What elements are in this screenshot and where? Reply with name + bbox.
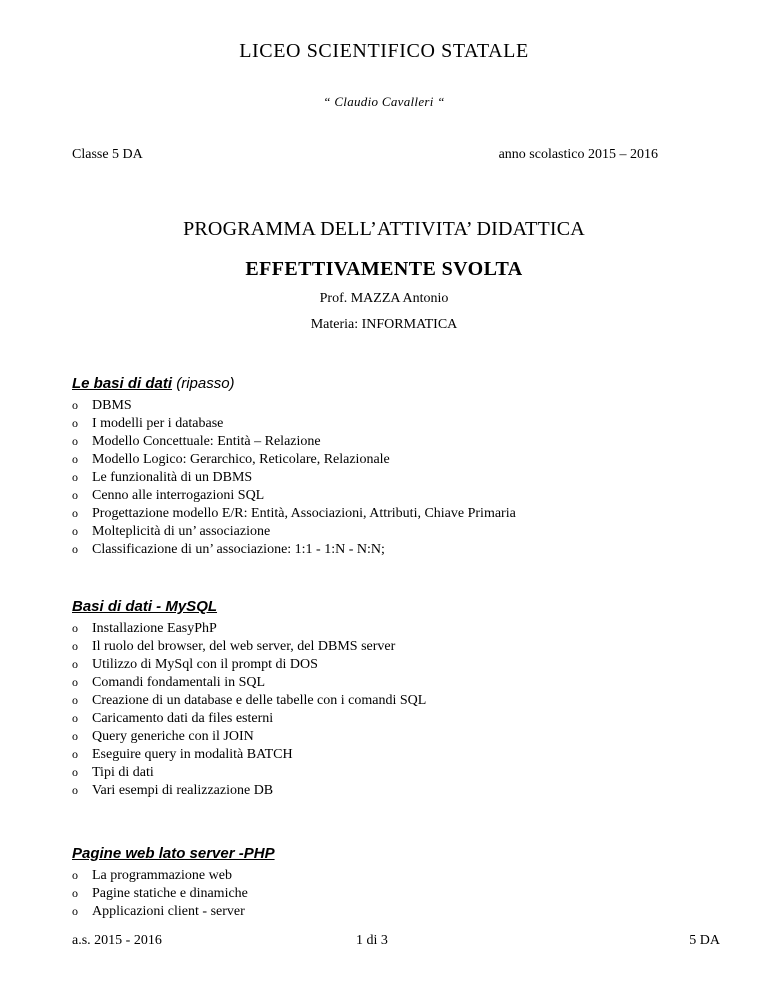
list-item: o Installazione EasyPhP — [72, 621, 217, 636]
list-item: o Query generiche con il JOIN — [72, 729, 254, 744]
list-item: o Classificazione di un’ associazione: 1:1 - 1:N - N:N; — [72, 542, 385, 557]
bullet-icon: o — [72, 434, 78, 448]
bullet-icon: o — [72, 765, 78, 779]
bullet-icon: o — [72, 868, 78, 882]
topic-list — [72, 866, 692, 920]
list-item: o Modello Concettuale: Entità – Relazione — [72, 434, 321, 449]
subject-name: Materia: INFORMATICA — [310, 317, 458, 332]
section-heading — [72, 598, 692, 615]
program-subtitle: EFFETTIVAMENTE SVOLTA — [245, 258, 523, 280]
school-year: anno scolastico 2015 – 2016 — [498, 147, 658, 162]
bullet-icon: o — [72, 488, 78, 502]
list-item: o Comandi fondamentali in SQL — [72, 675, 266, 690]
list-item: o I modelli per i database — [72, 416, 224, 431]
bullet-icon: o — [72, 886, 78, 900]
bullet-icon: o — [72, 621, 78, 635]
list-item: o Vari esempi di realizzazione DB — [72, 783, 274, 798]
bullet-icon: o — [72, 524, 78, 538]
list-item: o Progettazione modello E/R: Entità, Associazioni, Attributi, Chiave Primaria — [72, 506, 516, 521]
bullet-icon: o — [72, 470, 78, 484]
section-basi-di-dati — [72, 375, 692, 558]
list-item: o Eseguire query in modalità BATCH — [72, 747, 293, 762]
bullet-icon: o — [72, 452, 78, 466]
school-name: “ Claudio Cavalleri “ — [323, 94, 445, 109]
list-item: o Molteplicità di un’ associazione — [72, 524, 271, 539]
bullet-icon: o — [72, 675, 78, 689]
section-heading — [72, 375, 692, 392]
list-item: o La programmazione web — [72, 868, 232, 883]
list-item: o Modello Logico: Gerarchico, Reticolare, Relazionale — [72, 452, 390, 467]
school-title: LICEO SCIENTIFICO STATALE — [239, 40, 529, 62]
section-heading-text: Basi di dati - MySQL — [72, 598, 218, 615]
bullet-icon: o — [72, 711, 78, 725]
bullet-icon: o — [72, 783, 78, 797]
list-item: o Il ruolo del browser, del web server, del DBMS server — [72, 639, 396, 654]
bullet-icon: o — [72, 639, 78, 653]
footer-page-number: 1 di 3 — [356, 933, 388, 948]
list-item: o Utilizzo di MySql con il prompt di DOS — [72, 657, 318, 672]
bullet-icon: o — [72, 693, 78, 707]
footer-school-year: a.s. 2015 - 2016 — [72, 933, 162, 948]
bullet-icon: o — [72, 904, 78, 918]
section-heading — [72, 845, 692, 862]
bullet-icon: o — [72, 506, 78, 520]
list-item: o Le funzionalità di un DBMS — [72, 470, 253, 485]
list-item: o DBMS — [72, 398, 132, 413]
bullet-icon: o — [72, 747, 78, 761]
bullet-icon: o — [72, 729, 78, 743]
list-item: o Tipi di dati — [72, 765, 154, 780]
list-item: o Pagine statiche e dinamiche — [72, 886, 248, 901]
footer-class: 5 DA — [689, 933, 720, 948]
list-item: o Creazione di un database e delle tabelle con i comandi SQL — [72, 693, 427, 708]
topic-list — [72, 396, 692, 558]
section-php — [72, 845, 692, 920]
list-item: o Caricamento dati da files esterni — [72, 711, 274, 726]
bullet-icon: o — [72, 398, 78, 412]
topic-list — [72, 619, 692, 799]
section-heading-text: Le basi di dati — [72, 375, 173, 392]
list-item: o Cenno alle interrogazioni SQL — [72, 488, 265, 503]
section-mysql — [72, 598, 692, 799]
teacher-name: Prof. MAZZA Antonio — [319, 291, 449, 306]
section-heading-text: Pagine web lato server -PHP — [72, 845, 275, 862]
bullet-icon: o — [72, 657, 78, 671]
bullet-icon: o — [72, 542, 78, 556]
list-item: o Applicazioni client - server — [72, 904, 245, 919]
bullet-icon: o — [72, 416, 78, 430]
section-heading-note: (ripasso) — [172, 375, 235, 392]
class-label: Classe 5 DA — [72, 147, 143, 162]
program-title: PROGRAMMA DELL’ATTIVITA’ DIDATTICA — [183, 218, 585, 240]
